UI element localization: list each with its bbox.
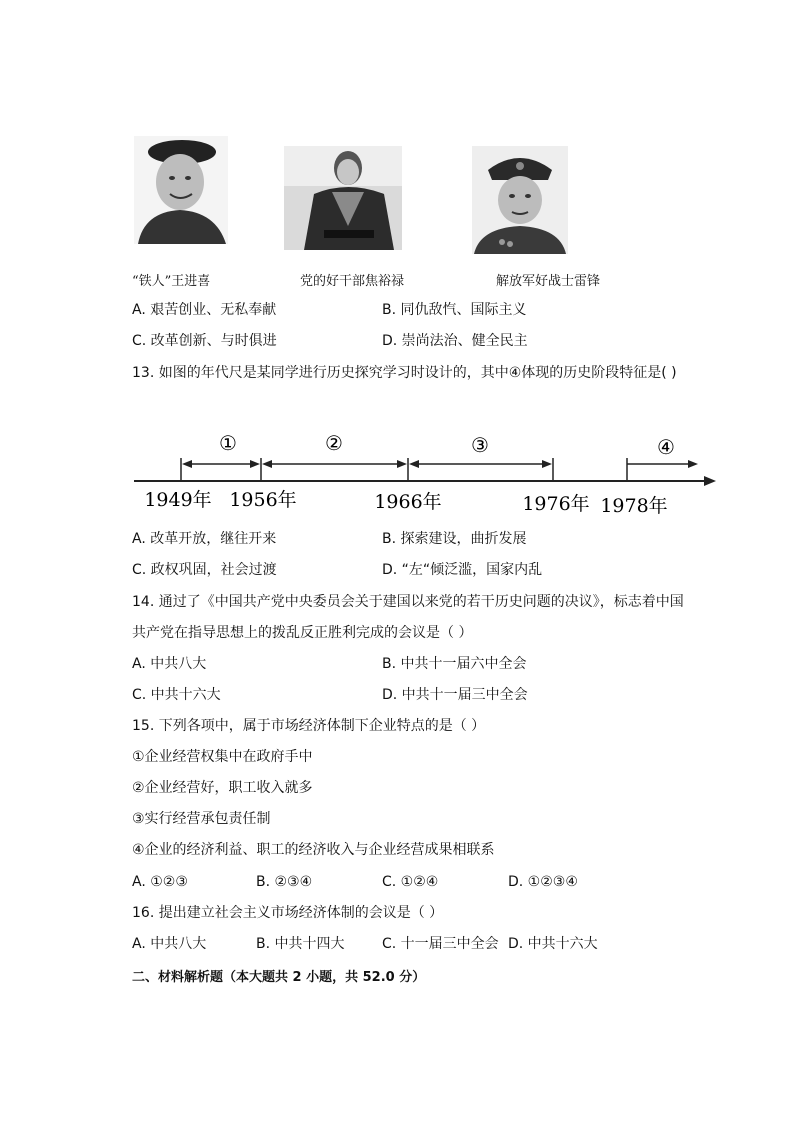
caption-lei-feng: 解放军好战士雷锋 [496,274,601,289]
q13-option-b: B. 探索建设，曲折发展 [382,531,527,547]
q15-item-4: ④企业的经济利益、职工的经济收入与企业经营成果相联系 [132,842,495,858]
photo-lei-feng [472,146,568,254]
q16-option-c: C. 十一届三中全会 [382,936,499,952]
q15-option-d: D. ①②③④ [508,874,578,890]
year-1956: 1956年 [229,489,297,511]
q15-item-3: ③实行经营承包责任制 [132,811,271,827]
segment-1-arrow [182,460,260,468]
segment-label-1: ① [219,431,237,455]
q16-option-a: A. 中共八大 [132,936,207,952]
q14-stem-line1: 14. 通过了《中国共产党中央委员会关于建国以来党的若干历史问题的决议》，标志着中国 [132,594,684,610]
segment-4-arrow [627,460,698,468]
q12-option-d: D. 崇尚法治、健全民主 [382,333,528,349]
q14-stem-line2: 共产党在指导思想上的拨乱反正胜利完成的会议是（ ） [132,625,473,641]
photo-jiao-yulu [284,146,402,250]
segment-label-2: ② [325,431,343,455]
q15-option-a: A. ①②③ [132,874,188,890]
q16-option-d: D. 中共十六大 [508,936,598,952]
q13-stem: 13. 如图的年代尺是某同学进行历史探究学习时设计的，其中④体现的历史阶段特征是( ) [132,365,677,381]
q12-option-b: B. 同仇敌忾、国际主义 [382,302,527,318]
segment-3-arrow [409,460,552,468]
q14-option-d: D. 中共十一届三中全会 [382,687,528,703]
q15-option-c: C. ①②④ [382,874,439,890]
q15-item-1: ①企业经营权集中在政府手中 [132,749,313,765]
timeline-ruler [130,420,720,524]
q12-option-c: C. 改革创新、与时俱进 [132,333,277,349]
q14-option-c: C. 中共十六大 [132,687,221,703]
year-1949: 1949年 [144,489,212,511]
caption-jiao-yulu: 党的好干部焦裕禄 [300,274,405,289]
q16-stem: 16. 提出建立社会主义市场经济体制的会议是（ ） [132,905,444,921]
q14-option-a: A. 中共八大 [132,656,207,672]
year-1978: 1978年 [600,495,668,517]
q14-option-b: B. 中共十一届六中全会 [382,656,527,672]
q13-option-d: D. “左“倾泛滥，国家内乱 [382,562,543,578]
q15-stem: 15. 下列各项中，属于市场经济体制下企业特点的是（ ） [132,718,486,734]
q16-option-b: B. 中共十四大 [256,936,345,952]
caption-wang-jinxi: “铁人”王进喜 [132,274,211,289]
photo-wang-jinxi [134,136,228,244]
timeline-axis-arrow [704,476,716,486]
q15-item-2: ②企业经营好，职工收入就多 [132,780,313,796]
segment-label-3: ③ [471,433,489,457]
section-2-title: 二、材料解析题（本大题共 2 小题，共 52.0 分） [132,970,426,985]
q15-option-b: B. ②③④ [256,874,313,890]
year-1976: 1976年 [522,493,590,515]
q13-option-a: A. 改革开放，继往开来 [132,531,277,547]
q13-option-c: C. 政权巩固，社会过渡 [132,562,277,578]
q12-option-a: A. 艰苦创业、无私奉献 [132,302,277,318]
segment-label-4: ④ [657,435,675,459]
segment-2-arrow [262,460,407,468]
year-1966: 1966年 [374,491,442,513]
